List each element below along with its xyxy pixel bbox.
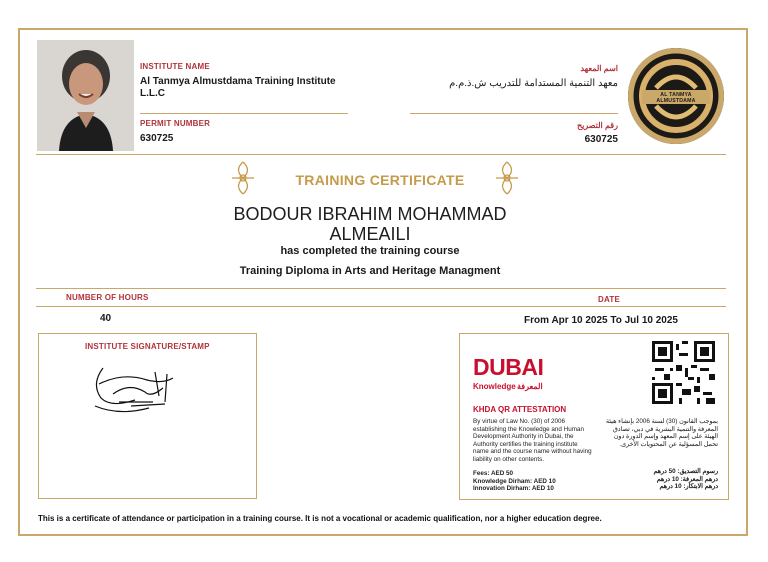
recipient-name-line2: ALMEAILI [329,224,411,244]
institute-name-ar: معهد التنمية المستدامة للتدريب ش.ذ.م.م [449,78,618,89]
dubai-logo-subtitle-ar: المعرفة [517,382,543,391]
divider [140,113,348,114]
signature-box [38,333,257,499]
institute-name-label: INSTITUTE NAME [140,62,210,71]
permit-number-label-ar: رقم التصريح [576,121,618,130]
dubai-logo-subtitle-en: Knowledge [473,382,516,391]
certificate-title: TRAINING CERTIFICATE [295,172,465,188]
fees-line-ar: درهم المعرفة: 10 درهم [656,475,718,483]
divider [36,288,726,289]
permit-number-label: PERMIT NUMBER [140,119,211,128]
khda-text-en: By virtue of Law No. (30) of 2006 establishing the Knowledge and Human Development Authority in Dubai, the Authority certifies the training institute name and the course name without having liability on other contents. [473,418,592,463]
seal-text: AL TANMYA ALMUSTDAMA [656,92,696,104]
khda-attestation-box [459,333,729,500]
institute-name-label-ar: اسم المعهد [580,64,618,73]
hours-label: NUMBER OF HOURS [66,293,149,302]
footer-disclaimer: This is a certificate of attendance or participation in a training course. It is not a vocational or academic qualification, nor a higher education degree. [38,514,602,523]
qr-code[interactable] [652,341,715,404]
permit-number: 630725 [140,133,174,144]
khda-heading: KHDA QR ATTESTATION [473,405,567,414]
fees-line-ar: درهم الابتكار: 10 درهم [659,483,718,490]
fees-line: Fees: AED 50 [473,470,514,477]
khda-text-ar: بموجب القانون (30) لسنة 2006 بإنشاء هيئة المعرفة والتنمية البشرية في دبي، تصادق الهيئة على إسم المعهد وإسم الدورة دون تحمل المسؤلية عن المحتويات الأخرى. [605,418,718,448]
date-range: From Apr 10 2025 To Jul 10 2025 [524,315,678,326]
institute-name: Al Tanmya Almustdama Training Institute L.L.C [140,76,336,99]
divider [410,113,618,114]
ornament-right-icon [494,160,520,201]
recipient-name-line1: BODOUR IBRAHIM MOHAMMAD [233,204,507,224]
date-label: DATE [598,295,620,304]
khda-fees-en [473,470,593,493]
permit-number-ar: 630725 [584,134,618,145]
khda-fees-ar [600,468,718,491]
recipient-name [170,204,570,244]
completed-text: has completed the training course [280,245,460,257]
divider [36,306,726,307]
signature-image [89,354,184,423]
signature-label: INSTITUTE SIGNATURE/STAMP [85,342,210,351]
fees-line: Innovation Dirham: AED 10 [473,485,554,492]
fees-line-ar: رسوم التصديق: 50 درهم [653,468,718,475]
hours-value: 40 [100,313,112,324]
institute-seal-logo [628,48,724,144]
dubai-logo: DUBAI [473,354,544,380]
course-name: Training Diploma in Arts and Heritage Managment [239,265,501,277]
fees-line: Knowledge Dirham: AED 10 [473,477,556,485]
divider [36,154,726,155]
recipient-photo [37,40,134,151]
